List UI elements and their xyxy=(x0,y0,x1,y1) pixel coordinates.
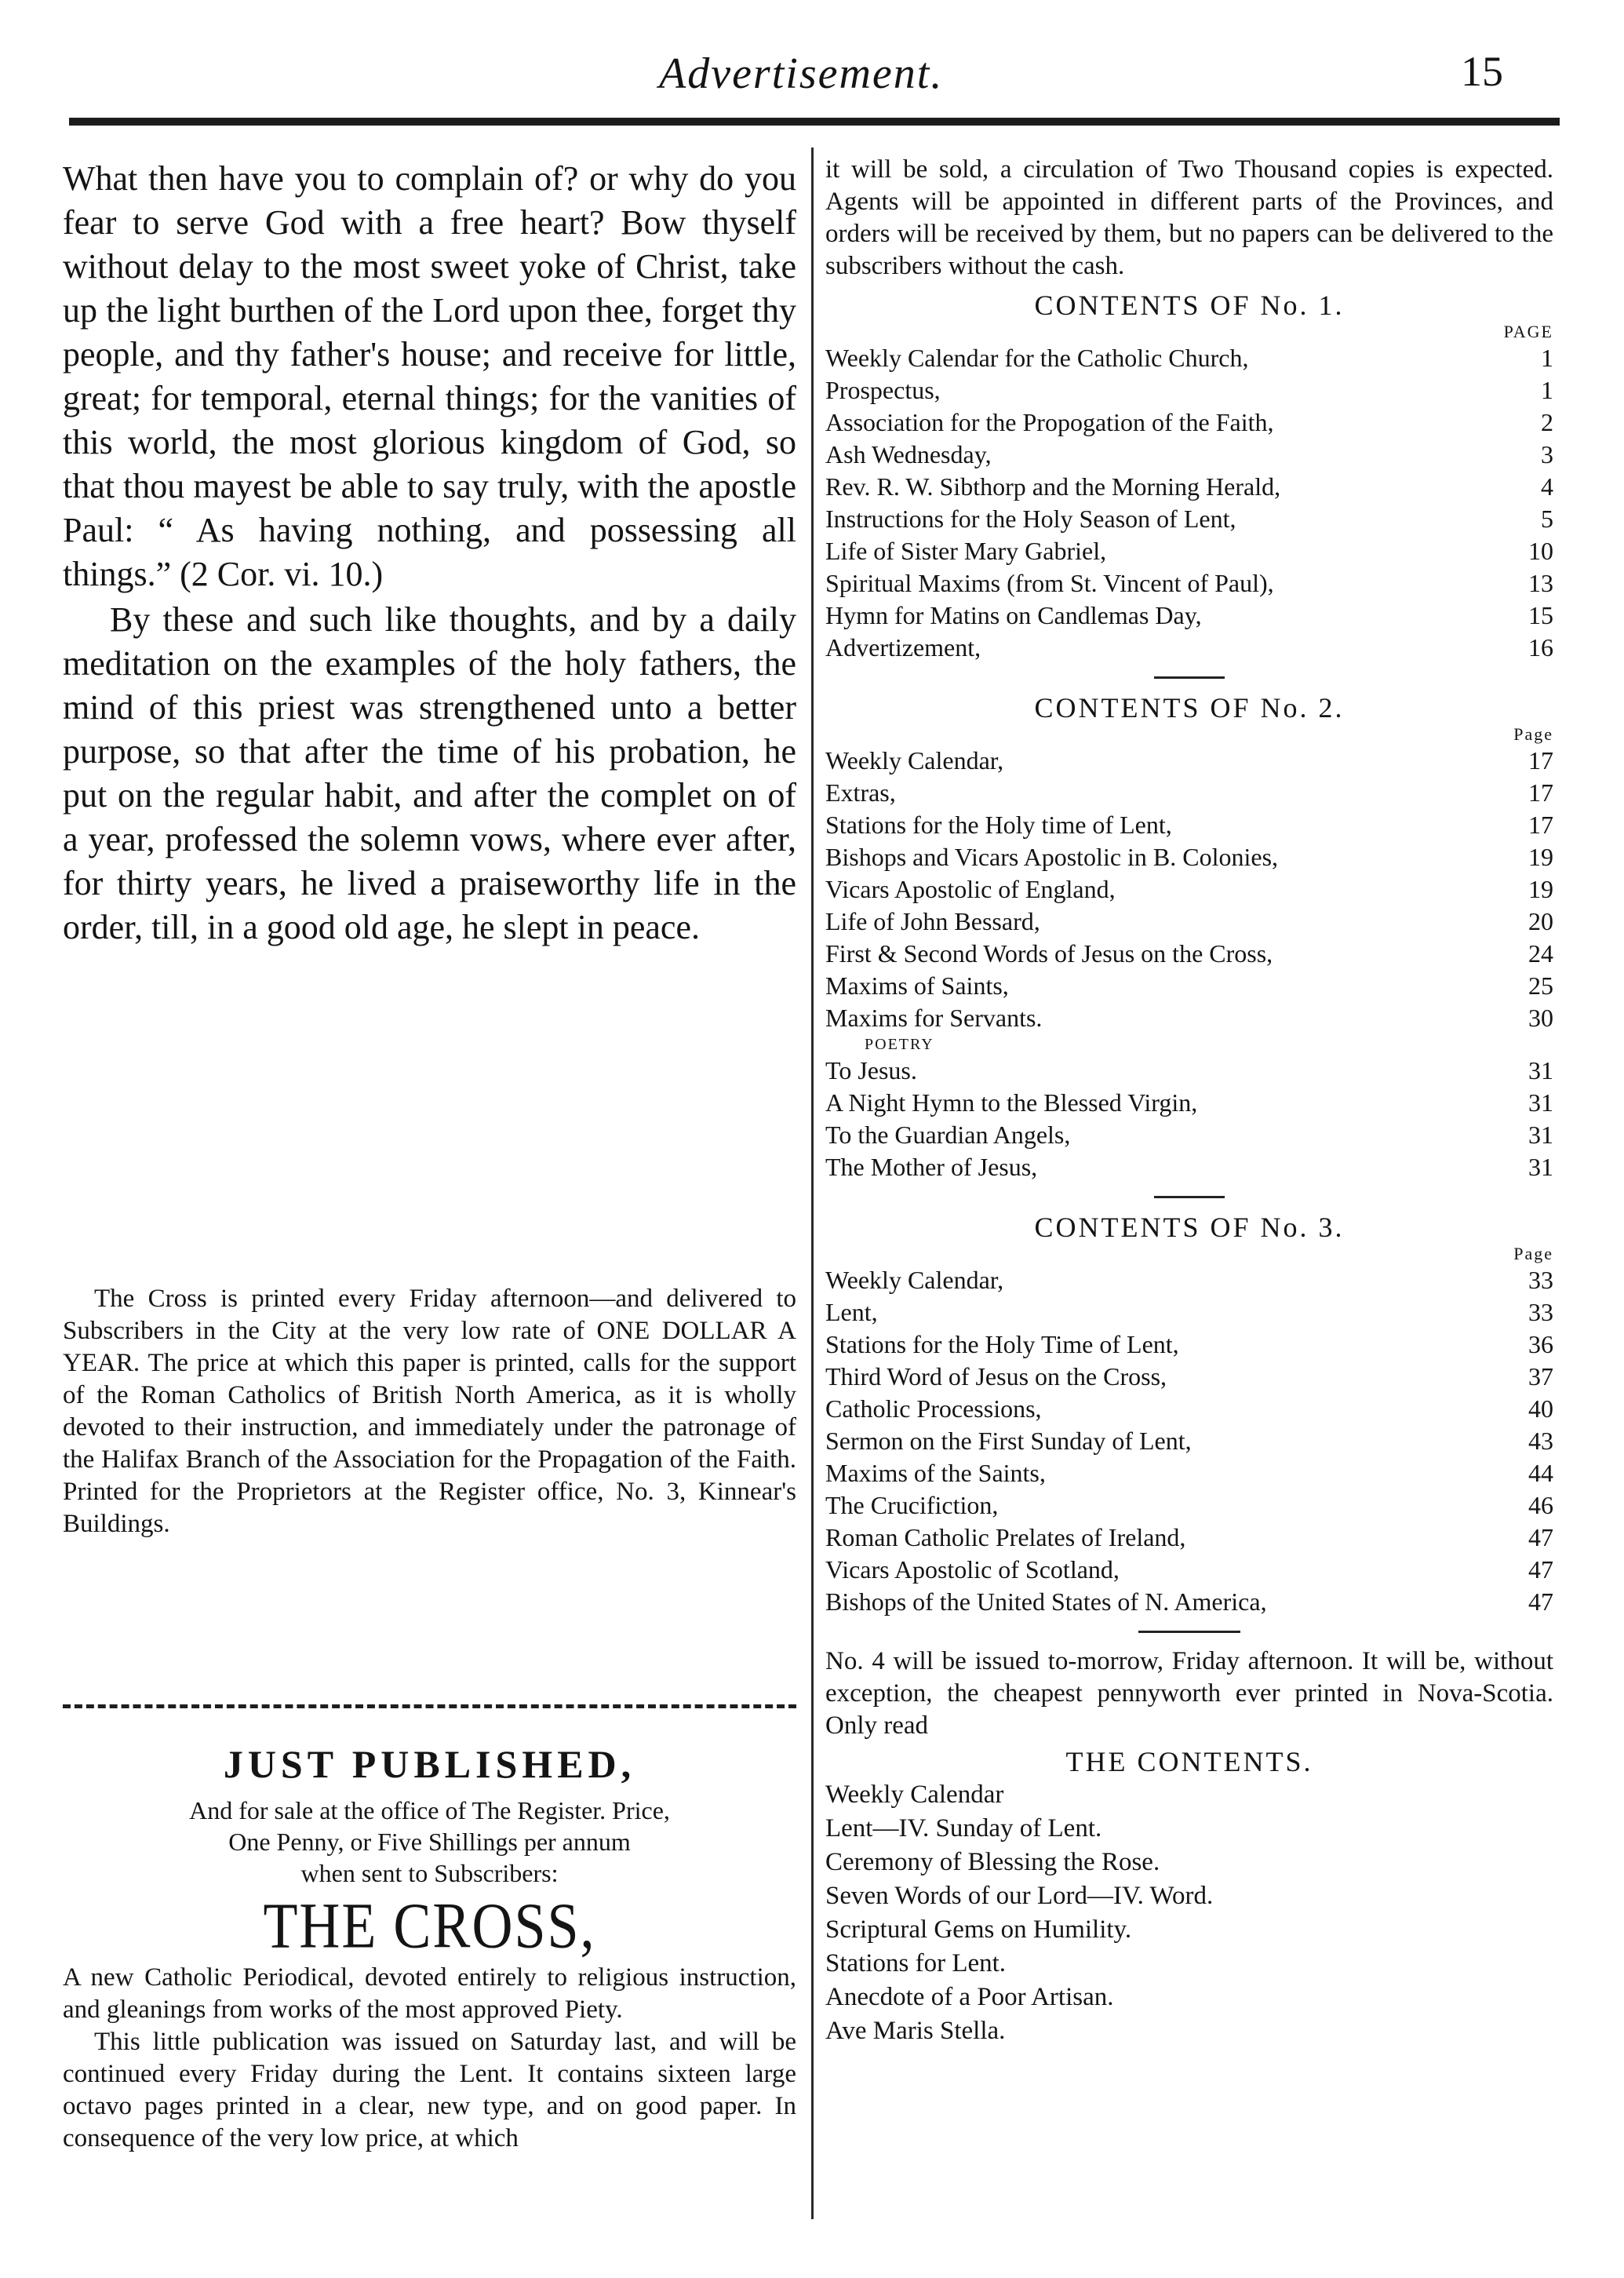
item-page: 19 xyxy=(1528,875,1553,903)
publication-paragraph: This little publication was issued on Saturday last, and will be continued every Friday during the Lent. It contains sixteen large octavo pages printed in a clear, new type, and on good paper. In consequence of the very low price, at which xyxy=(63,2028,796,2152)
contents-item xyxy=(825,374,1553,406)
item-page: 16 xyxy=(1528,633,1553,662)
item-page: 25 xyxy=(1528,971,1553,1000)
column-divider xyxy=(811,148,814,2219)
poetry-list xyxy=(825,1055,1553,1183)
contents-item xyxy=(825,809,1553,841)
item-title: Life of John Bessard, xyxy=(825,907,1040,935)
contents-item xyxy=(825,632,1553,664)
contents-item xyxy=(825,1393,1553,1425)
no4-announcement xyxy=(825,1646,1553,2048)
item-page: 47 xyxy=(1528,1587,1553,1616)
notice-text: The Cross is printed every Friday afternoon—and delivered to Subscribers in the City at the very low rate of ONE DOLLAR A YEAR. The price at which this paper is printed, calls for the support of the Roman Catholics of British North America, as it is wholly devoted to their instruction, and immediately under the patronage of the Halifax Branch of the Association for the Propagation of the Faith. Printed for the Proprietors at the Register office, No. 3, Kinnear's Buildings. xyxy=(63,1285,796,1538)
item-page: 17 xyxy=(1528,778,1553,807)
item-title: To Jesus. xyxy=(825,1056,917,1084)
item-title: Lent, xyxy=(825,1298,878,1326)
contents-item xyxy=(825,600,1553,632)
contents-item xyxy=(825,1087,1553,1119)
item-title: Life of Sister Mary Gabriel, xyxy=(825,537,1107,565)
list-item: Weekly Calendar xyxy=(825,1780,1004,1809)
contents-item xyxy=(825,1489,1553,1522)
item-title: Advertizement, xyxy=(825,633,981,662)
the-cross-title: THE CROSS, xyxy=(263,1889,596,1962)
list-item: Seven Words of our Lord—IV. Word. xyxy=(825,1882,1214,1910)
item-title: Spiritual Maxims (from St. Vincent of Paul), xyxy=(825,569,1274,597)
item-title: Weekly Calendar, xyxy=(825,1266,1004,1294)
no4-contents-list xyxy=(825,1778,1553,2048)
contents-item xyxy=(825,1002,1553,1034)
item-page: 33 xyxy=(1528,1266,1553,1294)
just-published-title: JUST PUBLISHED, xyxy=(223,1742,636,1786)
sale-line-1: And for sale at the office of The Register. Price, xyxy=(189,1796,670,1824)
item-title: Maxims of the Saints, xyxy=(825,1459,1046,1487)
item-title: Vicars Apostolic of Scotland, xyxy=(825,1555,1120,1584)
item-page: 2 xyxy=(1541,408,1553,436)
item-page: 10 xyxy=(1528,537,1553,565)
list-item: Scriptural Gems on Humility. xyxy=(825,1915,1132,1944)
contents-item xyxy=(825,503,1553,535)
contents-list xyxy=(825,1264,1553,1618)
contents-no-2 xyxy=(825,691,1553,1183)
page-header-title: Advertisement. xyxy=(659,49,944,98)
contents-item xyxy=(825,970,1553,1002)
contents-heading: CONTENTS OF No. 2. xyxy=(1034,692,1345,723)
item-page: 20 xyxy=(1528,907,1553,935)
item-page: 13 xyxy=(1528,569,1553,597)
item-title: Extras, xyxy=(825,778,896,807)
item-page: 44 xyxy=(1528,1459,1553,1487)
list-item: Anecdote of a Poor Artisan. xyxy=(825,1983,1114,2011)
item-title: Instructions for the Holy Season of Lent, xyxy=(825,505,1236,533)
section-divider xyxy=(1138,1631,1240,1633)
right-column xyxy=(825,154,1553,2048)
contents-item xyxy=(825,567,1553,600)
item-page: 17 xyxy=(1528,811,1553,839)
list-item: Ave Maris Stella. xyxy=(825,2017,1006,2045)
item-title: The Mother of Jesus, xyxy=(825,1153,1038,1181)
poetry-label: POETRY xyxy=(865,1036,934,1053)
item-title: Maxims for Servants. xyxy=(825,1004,1043,1032)
item-title: Hymn for Matins on Candlemas Day, xyxy=(825,601,1202,629)
item-title: A Night Hymn to the Blessed Virgin, xyxy=(825,1088,1198,1117)
item-page: 19 xyxy=(1528,843,1553,871)
item-page: 31 xyxy=(1528,1121,1553,1149)
article-paragraph-2: By these and such like thoughts, and by a daily meditation on the examples of the holy fathers, the mind of this priest was strengthened unto a better purpose, so that after the time of his probation, he put on the regular habit, and after the complet on of a year, professed the solemn vows, where ever after, for thirty years, he lived a praiseworthy life in the order, till, in a good old age, he slept in peace. xyxy=(63,600,796,946)
contents-heading: CONTENTS OF No. 1. xyxy=(1034,290,1345,321)
contents-item xyxy=(825,342,1553,374)
item-title: Catholic Processions, xyxy=(825,1394,1042,1423)
list-item: Stations for Lent. xyxy=(825,1949,1007,1977)
no4-contents-heading: THE CONTENTS. xyxy=(1065,1746,1313,1777)
item-page: 1 xyxy=(1541,376,1553,404)
contents-list xyxy=(825,745,1553,1034)
contents-item xyxy=(825,1554,1553,1586)
circulation-text: it will be sold, a circulation of Two Thousand copies is expected. Agents will be appointed in different parts of the Provinces, and orders will be received by them, but no papers can be delivered to the subscribers without the cash. xyxy=(825,155,1553,280)
item-title: Prospectus, xyxy=(825,376,941,404)
contents-item xyxy=(825,1296,1553,1329)
contents-item xyxy=(825,535,1553,567)
item-page: 31 xyxy=(1528,1056,1553,1084)
item-page: 47 xyxy=(1528,1523,1553,1551)
no4-notice: No. 4 will be issued to-morrow, Friday afternoon. It will be, without exception, the cheapest pennyworth ever printed in Nova-Scotia. Only read xyxy=(825,1647,1553,1740)
contents-item xyxy=(825,777,1553,809)
item-page: 1 xyxy=(1541,344,1553,372)
item-page: 31 xyxy=(1528,1153,1553,1181)
item-page: 46 xyxy=(1528,1491,1553,1519)
contents-item xyxy=(825,1425,1553,1457)
header-rule xyxy=(69,118,1560,126)
contents-item xyxy=(825,1151,1553,1183)
item-title: To the Guardian Angels, xyxy=(825,1121,1071,1149)
item-page: 31 xyxy=(1528,1088,1553,1117)
contents-heading: CONTENTS OF No. 3. xyxy=(1034,1212,1345,1243)
contents-item xyxy=(825,841,1553,873)
item-title: Weekly Calendar, xyxy=(825,746,1004,775)
contents-item xyxy=(825,906,1553,938)
list-item: Ceremony of Blessing the Rose. xyxy=(825,1848,1160,1876)
item-page: 4 xyxy=(1541,472,1553,501)
contents-item xyxy=(825,1586,1553,1618)
item-title: Rev. R. W. Sibthorp and the Morning Herald, xyxy=(825,472,1281,501)
page-column-label: PAGE xyxy=(1503,322,1553,341)
section-divider xyxy=(63,1704,796,1708)
contents-item xyxy=(825,1329,1553,1361)
contents-no-1 xyxy=(825,289,1553,664)
item-title: Third Word of Jesus on the Cross, xyxy=(825,1362,1167,1390)
item-title: Ash Wednesday, xyxy=(825,440,992,468)
item-page: 17 xyxy=(1528,746,1553,775)
sale-line-3: when sent to Subscribers: xyxy=(300,1859,559,1887)
contents-item xyxy=(825,745,1553,777)
item-title: Stations for the Holy time of Lent, xyxy=(825,811,1172,839)
page-column-label: Page xyxy=(1513,1244,1553,1263)
item-title: Association for the Propogation of the Faith, xyxy=(825,408,1274,436)
item-title: Bishops of the United States of N. America, xyxy=(825,1587,1267,1616)
item-page: 15 xyxy=(1528,601,1553,629)
section-divider xyxy=(1154,1196,1225,1198)
item-page: 47 xyxy=(1528,1555,1553,1584)
page-number: 15 xyxy=(1461,48,1503,95)
item-title: Vicars Apostolic of England, xyxy=(825,875,1116,903)
contents-item xyxy=(825,873,1553,906)
contents-item xyxy=(825,1264,1553,1296)
item-page: 36 xyxy=(1528,1330,1553,1358)
just-published-ad xyxy=(63,1704,796,2155)
sale-line-2: One Penny, or Five Shillings per annum xyxy=(228,1828,631,1856)
item-page: 40 xyxy=(1528,1394,1553,1423)
contents-item xyxy=(825,439,1553,471)
contents-item xyxy=(825,938,1553,970)
item-title: Weekly Calendar for the Catholic Church, xyxy=(825,344,1249,372)
item-page: 24 xyxy=(1528,939,1553,968)
subscription-notice xyxy=(63,1283,796,1540)
contents-item xyxy=(825,1522,1553,1554)
contents-item xyxy=(825,1457,1553,1489)
contents-no-3 xyxy=(825,1211,1553,1618)
item-page: 43 xyxy=(1528,1427,1553,1455)
contents-item xyxy=(825,1361,1553,1393)
item-page: 33 xyxy=(1528,1298,1553,1326)
list-item: Lent—IV. Sunday of Lent. xyxy=(825,1814,1102,1842)
periodical-description: A new Catholic Periodical, devoted entirely to religious instruction, and gleanings from works of the most approved Piety. xyxy=(63,1963,796,2024)
contents-list xyxy=(825,342,1553,664)
item-title: Roman Catholic Prelates of Ireland, xyxy=(825,1523,1186,1551)
item-title: The Crucifiction, xyxy=(825,1491,999,1519)
item-page: 37 xyxy=(1528,1362,1553,1390)
item-title: Maxims of Saints, xyxy=(825,971,1009,1000)
item-page: 30 xyxy=(1528,1004,1553,1032)
contents-item xyxy=(825,1119,1553,1151)
item-title: Sermon on the First Sunday of Lent, xyxy=(825,1427,1192,1455)
contents-item xyxy=(825,1055,1553,1087)
article-paragraph-1: What then have you to complain of? or why do you fear to serve God with a free heart? Bow thyself without delay to the most sweet yoke of Christ, take up the light burthen of the Lord upon thee, forget thy people, and thy father's house; and receive for little, great; for temporal, eternal things; for the vanities of this world, the most glorious kingdom of God, so that thou mayest be able to say truly, with the apostle Paul: “ As having nothing, and possessing all things.” (2 Cor. vi. 10.) xyxy=(63,159,796,593)
contents-item xyxy=(825,471,1553,503)
item-page: 5 xyxy=(1541,505,1553,533)
item-title: Bishops and Vicars Apostolic in B. Colonies, xyxy=(825,843,1279,871)
item-title: Stations for the Holy Time of Lent, xyxy=(825,1330,1179,1358)
section-divider xyxy=(1154,676,1225,679)
contents-item xyxy=(825,406,1553,439)
left-column xyxy=(63,157,796,949)
item-title: First & Second Words of Jesus on the Cross, xyxy=(825,939,1273,968)
page-column-label: Page xyxy=(1513,724,1553,744)
item-page: 3 xyxy=(1541,440,1553,468)
